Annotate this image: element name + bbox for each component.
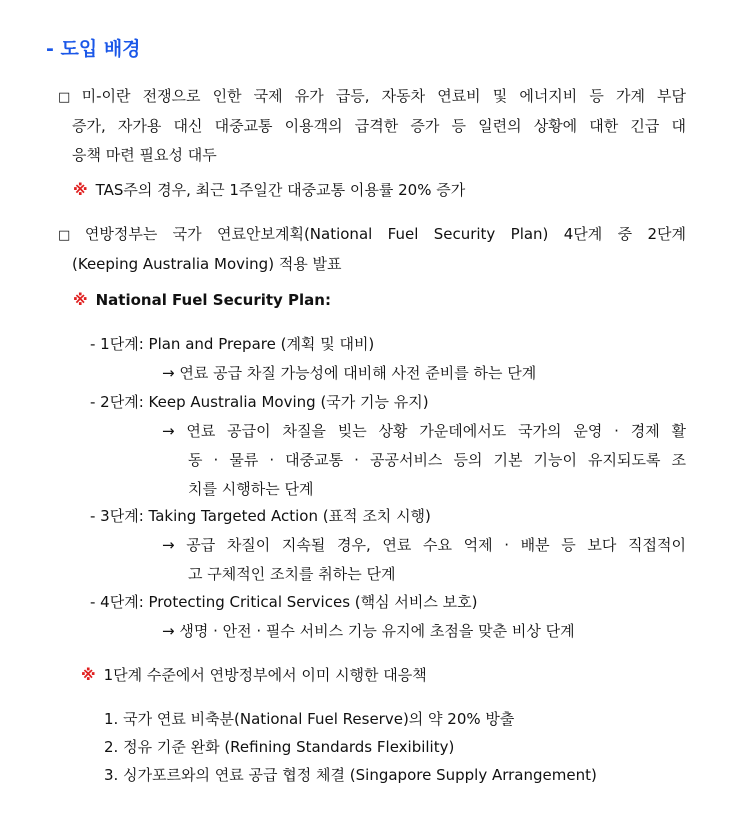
stage-2-desc: [162, 417, 686, 504]
desc-line: → 공급 차질이 지속될 경우, 연료 수요 억제 · 배분 등 보다 직접적이: [162, 536, 686, 554]
checkbox-icon: □: [58, 228, 81, 243]
note-text: 1단계 수준에서 연방정부에서 이미 시행한 대응책: [103, 666, 427, 684]
note-tas: [73, 176, 465, 205]
stage-4-label: - 4단계: Protecting Critical Services (핵심 서비스 보호): [90, 593, 478, 611]
stage-1-desc: → 연료 공급 차질 가능성에 대비해 사전 준비를 하는 단계: [162, 364, 537, 382]
measure-item: 1. 국가 연료 비축분(National Fuel Reserve)의 약 20% 방출: [104, 710, 515, 728]
paragraph-line: 증가, 자가용 대신 대중교통 이용객의 급격한 증가 등 일련의 상황에 대한 긴급 대: [72, 117, 686, 135]
checkbox-icon: □: [58, 90, 78, 105]
plan-title: [73, 286, 331, 315]
paragraph-line: [58, 82, 686, 112]
paragraph-text: 미-이란 전쟁으로 인한 국제 유가 급등, 자동차 연료비 및 에너지비 등 가계 부담: [81, 87, 686, 105]
stage-3-label: - 3단계: Taking Targeted Action (표적 조치 시행): [90, 507, 431, 525]
stage-1-label: - 1단계: Plan and Prepare (계획 및 대비): [90, 335, 375, 353]
desc-line: 치를 시행하는 단계: [188, 480, 314, 498]
desc-line: → 연료 공급이 차질을 빚는 상황 가운데에서도 국가의 운영 · 경제 활: [162, 422, 686, 440]
desc-line: 동 · 물류 · 대중교통 · 공공서비스 등의 기본 기능이 유지되도록 조: [188, 451, 686, 469]
note-mark: ※: [73, 181, 88, 199]
plan-title-text: National Fuel Security Plan:: [95, 291, 331, 309]
paragraph-federal: [58, 220, 686, 279]
stage-4-desc: → 생명 · 안전 · 필수 서비스 기능 유지에 초점을 맞춘 비상 단계: [162, 622, 575, 640]
paragraph-line: (Keeping Australia Moving) 적용 발표: [72, 255, 342, 273]
measure-item: 2. 정유 기준 완화 (Refining Standards Flexibility): [104, 738, 455, 756]
note-mark: ※: [73, 291, 88, 309]
paragraph-line: 응책 마련 필요성 대두: [72, 146, 217, 164]
paragraph-text: 연방정부는 국가 연료안보계획(National Fuel Security Plan) 4단계 중 2단계: [84, 225, 686, 243]
section-heading: - 도입 배경: [46, 38, 141, 60]
stage-3-desc: [162, 531, 686, 589]
paragraph-background: [58, 82, 686, 170]
paragraph-line: [58, 220, 686, 250]
note-mark: ※: [81, 666, 96, 684]
measure-item: 3. 싱가포르와의 연료 공급 협정 체결 (Singapore Supply Arrangement): [104, 766, 597, 784]
desc-line: 고 구체적인 조치를 취하는 단계: [188, 565, 396, 583]
note-measures: [81, 661, 427, 690]
note-text: TAS주의 경우, 최근 1주일간 대중교통 이용률 20% 증가: [95, 181, 466, 199]
stage-2-label: - 2단계: Keep Australia Moving (국가 기능 유지): [90, 393, 429, 411]
